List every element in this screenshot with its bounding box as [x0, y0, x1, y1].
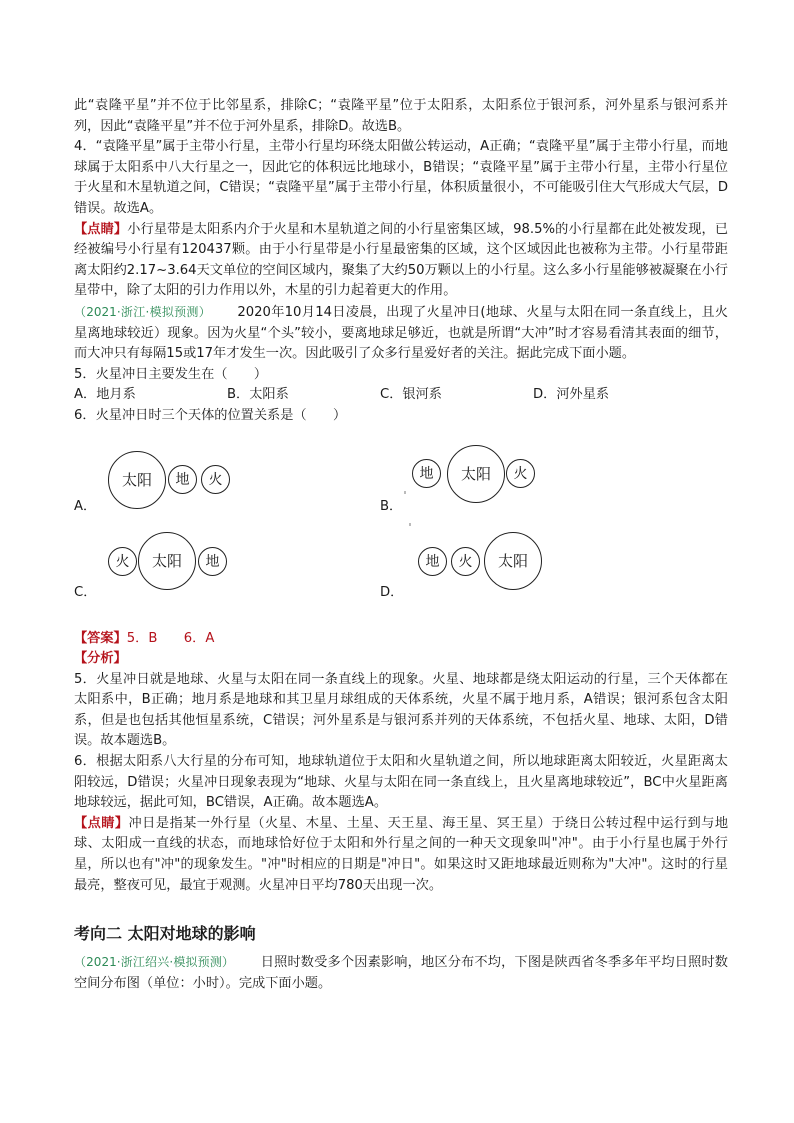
scan-dot — [409, 523, 411, 526]
analysis-tag: 【分析】 — [74, 651, 127, 667]
intro-text: 2020年10月14日凌晨，出现了火星冲日(地球、火星与太阳在同一条直线上，且火星离地球较近）现象。因为火星“个头”较小，要离地球足够近，也就是所谓“大冲”时才容易看清其表面的细节，而大冲只有每隔15或17年才发生一次。因此吸引了众多行星爱好者的关注。据此完成下面小题。 — [74, 304, 728, 362]
analysis-5: 5．火星冲日就是地球、火星与太阳在同一条直线上的现象。火星、地球都是绕太阳运动的行星，三个天体都在太阳系中，B正确；地月系是地球和其卫星月球组成的天体系统，火星不属于地月系，A错误；银河系包含太阳系，但是也包括其他恒星系统，C错误；河外星系是与银河系并列的天体系统，不包括火星、地球、太阳，D错误。故本题选B。 — [74, 671, 728, 749]
tip-tag: 【点睛】 — [74, 815, 129, 831]
question-5: 5．火星冲日主要发生在（ ） — [74, 366, 268, 382]
option-b-sun-circle: 太阳 — [447, 445, 505, 503]
answer-line — [74, 629, 728, 650]
analysis-6: 6．根据太阳系八大行星的分布可知，地球轨道位于太阳和火星轨道之间，所以地球距离太阳较近，火星距离太阳较远，D错误；火星冲日现象表现为“地球、火星与太阳在同一条直线上，且火星离地球较近”，BC中火星距离地球较远，据此可知，BC错误，A正确。故本题选A。 — [74, 754, 728, 811]
analysis-heading — [74, 649, 728, 670]
option-d: D．河外星系 — [533, 387, 610, 403]
scan-dot — [404, 491, 406, 494]
section-title: 考向二 太阳对地球的影响 — [74, 924, 256, 944]
option-c: C．银河系 — [380, 387, 442, 403]
document-page — [74, 96, 728, 994]
question-5-options — [74, 385, 728, 406]
option-a-sun-circle: 太阳 — [108, 451, 166, 509]
tip-text: 冲日是指某一外行星（火星、木星、土星、天王星、海王星、冥王星）于绕日公转过程中运行到与地球、太阳成一直线的状态，而地球恰好位于太阳和外行星之间的一种天文现象叫"冲"。由于小行星也属于外行星，所以也有"冲"的现象发生。"冲"时相应的日期是"冲日"。如果这时又距地球最近则称为"大冲"。这时的行星最亮，整夜可见，最宜于观测。火星冲日平均780天出现一次。 — [74, 815, 729, 893]
option-a: A．地月系 — [74, 387, 136, 403]
question-6: 6．火星冲日时三个天体的位置关系是（ ） — [74, 407, 347, 423]
option-d-mars-circle: 火 — [451, 547, 480, 576]
question-source-2: （2021·浙江绍兴·模拟预测） — [74, 955, 235, 970]
tip-paragraph-2 — [74, 814, 728, 896]
question-intro — [74, 302, 728, 365]
option-d-earth-circle: 地 — [418, 547, 447, 576]
intro-text-2: 日照时数受多个因素影响，地区分布不均，下图是陕西省冬季多年平均日照时数空间分布图（单位：小时）。完成下面小题。 — [74, 955, 728, 991]
option-d-label: D． — [380, 584, 404, 600]
answer-text: 5．B 6．A — [126, 630, 215, 646]
option-a-mars-circle: 火 — [201, 465, 230, 494]
option-a-earth-circle: 地 — [168, 465, 197, 494]
option-c-mars-circle: 火 — [108, 547, 137, 576]
option-c-sun-circle: 太阳 — [138, 532, 196, 590]
option-b-earth-circle: 地 — [412, 459, 441, 488]
option-a-label: A． — [74, 498, 97, 514]
option-c-label: C． — [74, 584, 97, 600]
tip-paragraph-1 — [74, 220, 728, 302]
answer-tag: 【答案】 — [74, 630, 127, 646]
tip-tag: 【点睛】 — [74, 221, 128, 237]
option-c-earth-circle: 地 — [198, 547, 227, 576]
question-source: （2021·浙江·模拟预测） — [74, 304, 211, 319]
paragraph-2: 4．“袁隆平星”属于主带小行星，主带小行星均环绕太阳做公转运动，A正确；“袁隆平星”属于主带小行星，而地球属于太阳系中八大行星之一，因此它的体积远比地球小，B错误；“袁隆平星”属于主带小行星，主带小行星位于火星和木星轨道之间，C错误；“袁隆平星”属于主带小行星，体积质量很小，不可能吸引住大气形成大气层，D错误。故选A。 — [74, 139, 728, 216]
tip-text: 小行星带是太阳系内介于火星和木星轨道之间的小行星密集区域，98.5%的小行星都在此处被发现，已经被编号小行星有120437颗。由于小行星带是小行星最密集的区域，这个区域因此也被称为主带。小行星带距离太阳约2.17~3.64天文单位的空间区域内，聚集了大约50万颗以上的小行星。这么多小行星能够被凝聚在小行星带中，除了太阳的引力作用以外，木星的引力起着更大的作用。 — [74, 221, 729, 299]
options-diagram — [74, 451, 728, 621]
paragraph-1: 此“袁隆平星”并不位于比邻星系，排除C；“袁隆平星”位于太阳系，太阳系位于银河系，河外星系与银河系并列，因此“袁隆平星”并不位于河外星系，排除D。故选B。 — [74, 98, 728, 134]
option-d-sun-circle: 太阳 — [484, 532, 542, 590]
question-intro-2 — [74, 952, 728, 994]
option-b-mars-circle: 火 — [506, 459, 535, 488]
option-b: B．太阳系 — [227, 387, 289, 403]
option-b-label: B． — [380, 498, 403, 514]
